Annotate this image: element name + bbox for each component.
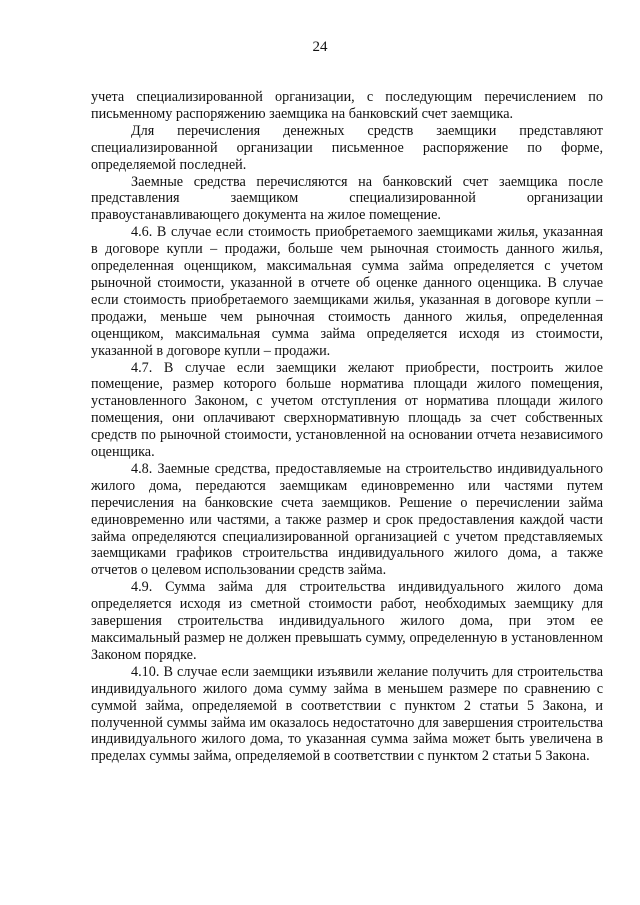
page-number: 24	[312, 39, 328, 55]
document-body	[91, 89, 603, 765]
paragraph-4-10: 4.10. В случае если заемщики изъявили желание получить для строительства индивидуального жилого дома сумму займа в меньшем размере по сравнению с суммой займа, определяемой в соответствии с пунктом 2 статьи 5 Закона, и полученной суммы займа им оказалось недостаточно для завершения строительства индивидуального жилого дома, то указанная сумма займа может быть увеличена в пределах суммы займа, определяемой в соответствии с пунктом 2 статьи 5 Закона.	[91, 663, 603, 765]
paragraph-continuation: учета специализированной организации, с последующим перечислением по письменному распоряжению заемщика на банковский счет заемщика.	[91, 89, 603, 122]
paragraph-transfer-order: Для перечисления денежных средств заемщики представляют специализированной организации письменное распоряжение по форме, определяемой последней.	[91, 122, 603, 173]
paragraph-4-9: 4.9. Сумма займа для строительства индивидуального жилого дома определяется исходя из сметной стоимости работ, необходимых заемщику для завершения строительства индивидуального жилого дома, при этом ее максимальный размер не должен превышать сумму, определенную в установленном Законом порядке.	[91, 579, 603, 663]
paragraph-funds-transfer: Заемные средства перечисляются на банковский счет заемщика после представления заемщиком специализированной организации правоустанавливающего документа на жилое помещение.	[91, 173, 603, 224]
paragraph-4-7: 4.7. В случае если заемщики желают приобрести, построить жилое помещение, размер которого больше норматива площади жилого помещения, установленного Законом, с учетом отступления от норматива площади жилого помещения, они оплачивают сверхнормативную площадь за счет собственных средств по рыночной стоимости, установленной на основании отчета независимого оценщика.	[91, 359, 603, 461]
paragraph-4-6: 4.6. В случае если стоимость приобретаемого заемщиками жилья, указанная в договоре купли – продажи, больше чем рыночная стоимость данного жилья, определенная оценщиком, максимальная сумма займа определяется с учетом рыночной стоимости, указанной в отчете об оценке данного оценщика. В случае если стоимость приобретаемого заемщиками жилья, указанная в договоре купли – продажи, меньше чем рыночная стоимость данного жилья, определенная оценщиком, максимальная сумма займа определяется исходя из стоимости, указанной в договоре купли – продажи.	[91, 224, 603, 359]
paragraph-4-8: 4.8. Заемные средства, предоставляемые на строительство индивидуального жилого дома, передаются заемщикам единовременно или частями путем перечисления на банковские счета заемщиков. Решение о перечислении займа единовременно или частями, а также размер и срок предоставления каждой части займа определяются специализированной организацией с учетом представляемых заемщиками графиков строительства индивидуального жилого дома, а также отчетов о целевом использовании средств займа.	[91, 460, 603, 579]
